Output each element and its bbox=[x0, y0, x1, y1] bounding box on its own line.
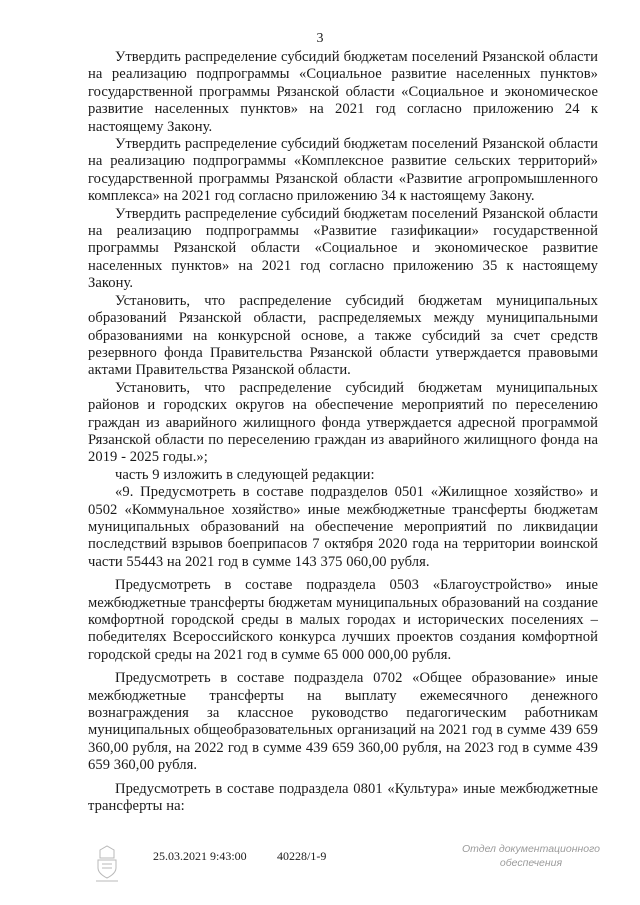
paragraph: Предусмотреть в составе подраздела 0801 «Культура» иные межбюджетные трансферты на: bbox=[88, 780, 598, 815]
paragraph: «9. Предусмотреть в составе подразделов 0501 «Жилищное хозяйство» и 0502 «Коммунальное хозяйство» иные межбюджетные трансферты бюджетам муниципальных образований на обеспечение мероприятий по ликвидации последствий взрывов боеприпасов 7 октября 2020 года на территории воинской части 55443 на 2021 год в сумме 143 375 060,00 рубля. bbox=[88, 484, 598, 570]
footer-timestamp: 25.03.2021 9:43:00 bbox=[153, 849, 247, 863]
document-body bbox=[88, 49, 598, 815]
paragraph: Утвердить распределение субсидий бюджетам поселений Рязанской области на реализацию подпрограммы «Развитие газификации» государственной программы Рязанской области «Социальное и экономическое развитие населенных пунктов» на 2021 год согласно приложению 35 к настоящему Закону. bbox=[88, 205, 598, 292]
page-number: 3 bbox=[316, 31, 324, 46]
paragraph: часть 9 изложить в следующей редакции: bbox=[115, 466, 375, 483]
paragraph: Установить, что распределение субсидий бюджетам муниципальных районов и городских округов на обеспечение мероприятий по переселению граждан из аварийного жилищного фонда утверждается адресной программой Рязанской области по переселению граждан из аварийного жилищного фонда на 2019 - 2025 годы.»; bbox=[88, 379, 598, 466]
paragraph: Предусмотреть в составе подраздела 0702 «Общее образование» иные межбюджетные трансферты на выплату ежемесячного денежного вознаграждения за классное руководство педагогическим работникам муниципальных общеобразовательных организаций на 2021 год в сумме 439 659 360,00 рубля, на 2022 год в сумме 439 659 360,00 рубля, на 2023 год в сумме 439 659 360,00 рубля. bbox=[88, 670, 598, 774]
paragraph: Предусмотреть в составе подраздела 0503 «Благоустройство» иные межбюджетные трансферты бюджетам муниципальных образований на создание комфортной городской среды в малых городах и исторических поселениях – победителях Всероссийского конкурса лучших проектов создания комфортной городской среды на 2021 год в сумме 65 000 000,00 рубля. bbox=[88, 577, 598, 663]
paragraph: Утвердить распределение субсидий бюджетам поселений Рязанской области на реализацию подпрограммы «Комплексное развитие сельских территорий» государственной программы Рязанской области «Развитие агропромышленного комплекса» на 2021 год согласно приложению 34 к настоящему Закону. bbox=[88, 136, 598, 205]
stamp-line: обеспечения bbox=[499, 857, 563, 869]
footer-document-id: 40228/1-9 bbox=[277, 849, 327, 863]
paragraph: Утвердить распределение субсидий бюджетам поселений Рязанской области на реализацию подпрограммы «Социальное развитие населенных пунктов» государственной программы Рязанской области «Социальное и экономическое развитие населенных пунктов» на 2021 год согласно приложению 24 к настоящему Закону. bbox=[88, 49, 598, 135]
department-stamp bbox=[456, 842, 606, 870]
stamp-line: Отдел документационного bbox=[461, 843, 601, 855]
paragraph: Установить, что распределение субсидий бюджетам муниципальных образований Рязанской области, распределяемых между муниципальными образованиями на конкурсной основе, а также субсидий за счет средств резервного фонда Правительства Рязанской области утверждается правовыми актами Правительства Рязанской области. bbox=[88, 292, 598, 379]
